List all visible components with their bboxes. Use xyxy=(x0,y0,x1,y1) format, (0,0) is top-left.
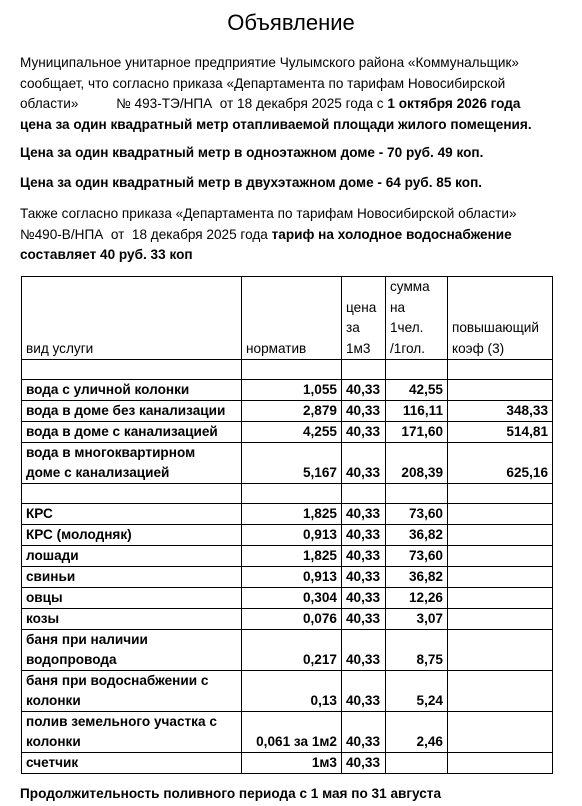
text-line: цена за один квадратный метр отапливаемой площади жилого помещения. xyxy=(20,116,532,132)
table-row xyxy=(22,630,553,671)
table-spacer-row xyxy=(22,360,553,380)
cell-service: вода с уличной колонки xyxy=(22,380,242,401)
table-row xyxy=(22,567,553,588)
price-two-storey: Цена за один квадратный метр в двухэтажном доме - 64 руб. 85 коп. xyxy=(20,175,483,190)
empty-cell xyxy=(22,360,242,380)
page-title: Объявление xyxy=(227,10,355,35)
header-service: вид услуги xyxy=(22,277,242,360)
cell-sum: 42,55 xyxy=(386,380,448,401)
cell-norm: 0,913 xyxy=(242,567,342,588)
cell-price: 40,33 xyxy=(342,588,386,609)
cell-line: баня при водоснабжении с xyxy=(26,673,209,688)
cell-coef xyxy=(448,525,553,546)
cell-norm: 1,055 xyxy=(242,380,342,401)
cell-coef xyxy=(448,588,553,609)
table-row xyxy=(22,588,553,609)
text-line: Муниципальное унитарное предприятие Чулымского района «Коммунальщик» xyxy=(20,55,519,70)
cell-sum: 8,75 xyxy=(386,630,448,671)
irrigation-period-note: Продолжительность поливного периода с 1 мая по 31 августа xyxy=(20,786,442,801)
empty-cell xyxy=(242,484,342,504)
announcement-paragraph-water xyxy=(20,204,565,266)
cell-norm: 1,825 xyxy=(242,546,342,567)
cell-norm: 1м3 xyxy=(242,753,342,774)
header-sum xyxy=(386,277,448,360)
header-line: повышающий xyxy=(452,320,539,335)
cell-norm: 0,13 xyxy=(242,671,342,712)
cell-sum: 171,60 xyxy=(386,422,448,443)
cell-norm: 0,061 за 1м2 xyxy=(242,712,342,753)
cell-coef: 348,33 xyxy=(448,401,553,422)
empty-cell xyxy=(342,484,386,504)
table-row xyxy=(22,401,553,422)
date-highlight: 1 октября 2026 года xyxy=(387,96,521,111)
text-line xyxy=(20,225,565,246)
cell-service xyxy=(22,712,242,753)
announcement-paragraph-heating xyxy=(20,53,565,135)
cell-norm: 0,304 xyxy=(242,588,342,609)
empty-cell xyxy=(386,360,448,380)
table-row xyxy=(22,525,553,546)
cell-coef xyxy=(448,380,553,401)
table-row xyxy=(22,422,553,443)
text-line xyxy=(20,94,565,115)
cell-line: водопровода xyxy=(26,652,117,667)
tariff-table xyxy=(21,276,553,774)
cell-norm: 2,879 xyxy=(242,401,342,422)
empty-cell xyxy=(448,360,553,380)
table-row xyxy=(22,504,553,525)
cell-service xyxy=(22,630,242,671)
cell-coef xyxy=(448,546,553,567)
cell-line: колонки xyxy=(26,734,81,749)
header-line: на xyxy=(390,299,406,315)
header-line: цена xyxy=(346,299,377,315)
cell-price: 40,33 xyxy=(342,630,386,671)
cell-norm: 0,217 xyxy=(242,630,342,671)
cell-price: 40,33 xyxy=(342,753,386,774)
header-line: сумма xyxy=(390,279,430,294)
cell-service: вода в доме с канализацией xyxy=(22,422,242,443)
header-line: за xyxy=(346,320,360,335)
text-fragment: №490-В/НПА от 18 декабря 2025 года xyxy=(20,226,272,242)
cell-sum xyxy=(386,753,448,774)
cell-service: вода в доме без канализации xyxy=(22,401,242,422)
table-row xyxy=(22,609,553,630)
cell-sum: 12,26 xyxy=(386,588,448,609)
cell-service xyxy=(22,443,242,484)
cell-price: 40,33 xyxy=(342,504,386,525)
header-line: коэф (3) xyxy=(452,340,505,356)
cell-coef xyxy=(448,712,553,753)
cell-norm: 1,825 xyxy=(242,504,342,525)
header-coef xyxy=(448,277,553,360)
cell-price: 40,33 xyxy=(342,401,386,422)
cell-price: 40,33 xyxy=(342,567,386,588)
cell-line: колонки xyxy=(26,693,81,708)
cell-coef xyxy=(448,504,553,525)
table-row xyxy=(22,380,553,401)
cell-sum: 36,82 xyxy=(386,525,448,546)
cell-price: 40,33 xyxy=(342,712,386,753)
cell-sum: 73,60 xyxy=(386,504,448,525)
empty-cell xyxy=(342,360,386,380)
cell-coef xyxy=(448,630,553,671)
cell-price: 40,33 xyxy=(342,671,386,712)
cell-line: полив земельного участка с xyxy=(26,714,217,729)
cell-coef: 625,16 xyxy=(448,443,553,484)
table-row xyxy=(22,546,553,567)
table-spacer-row xyxy=(22,484,553,504)
cell-sum: 116,11 xyxy=(386,401,448,422)
empty-cell xyxy=(242,360,342,380)
cell-price: 40,33 xyxy=(342,546,386,567)
text-line: составляет 40 руб. 33 коп xyxy=(20,247,193,262)
cell-sum: 2,46 xyxy=(386,712,448,753)
cell-price: 40,33 xyxy=(342,609,386,630)
header-norm: норматив xyxy=(242,277,342,360)
empty-cell xyxy=(386,484,448,504)
cell-service: счетчик xyxy=(22,753,242,774)
cell-service: козы xyxy=(22,609,242,630)
cell-price: 40,33 xyxy=(342,525,386,546)
cell-norm: 4,255 xyxy=(242,422,342,443)
cell-line: вода в многоквартирном xyxy=(26,445,196,460)
cell-sum: 73,60 xyxy=(386,546,448,567)
cell-coef xyxy=(448,671,553,712)
table-header-row xyxy=(22,277,553,360)
cell-line: доме с канализацией xyxy=(26,465,170,480)
table-row xyxy=(22,443,553,484)
table-row xyxy=(22,671,553,712)
cell-line: баня при наличии xyxy=(26,632,148,647)
cell-price: 40,33 xyxy=(342,422,386,443)
header-line: 1м3 xyxy=(346,340,371,356)
cell-norm: 0,076 xyxy=(242,609,342,630)
text-line: сообщает, что согласно приказа «Департамента по тарифам Новосибирской xyxy=(20,75,506,91)
cell-sum: 208,39 xyxy=(386,443,448,484)
table-row xyxy=(22,712,553,753)
cell-sum: 3,07 xyxy=(386,609,448,630)
cell-norm: 5,167 xyxy=(242,443,342,484)
header-line: 1чел. xyxy=(390,320,424,335)
header-price xyxy=(342,277,386,360)
header-line: /1гол. xyxy=(390,340,425,356)
cell-coef xyxy=(448,609,553,630)
text-line: Также согласно приказа «Департамента по тарифам Новосибирской области» xyxy=(20,206,517,221)
table-row xyxy=(22,753,553,774)
cell-price: 40,33 xyxy=(342,443,386,484)
cell-price: 40,33 xyxy=(342,380,386,401)
cell-service: лошади xyxy=(22,546,242,567)
cell-norm: 0,913 xyxy=(242,525,342,546)
cell-sum: 5,24 xyxy=(386,671,448,712)
text-fragment: области» № 493-ТЭ/НПА от 18 декабря 2025 года с xyxy=(20,96,388,111)
empty-cell xyxy=(448,484,553,504)
tariff-highlight: тариф на холодное водоснабжение xyxy=(271,226,512,242)
cell-coef xyxy=(448,753,553,774)
cell-service: свиньи xyxy=(22,567,242,588)
empty-cell xyxy=(22,484,242,504)
price-one-storey: Цена за один квадратный метр в одноэтажном доме - 70 руб. 49 коп. xyxy=(20,145,484,160)
cell-service xyxy=(22,671,242,712)
cell-service: КРС (молодняк) xyxy=(22,525,242,546)
cell-coef xyxy=(448,567,553,588)
cell-coef: 514,81 xyxy=(448,422,553,443)
cell-service: овцы xyxy=(22,588,242,609)
cell-sum: 36,82 xyxy=(386,567,448,588)
cell-service: КРС xyxy=(22,504,242,525)
